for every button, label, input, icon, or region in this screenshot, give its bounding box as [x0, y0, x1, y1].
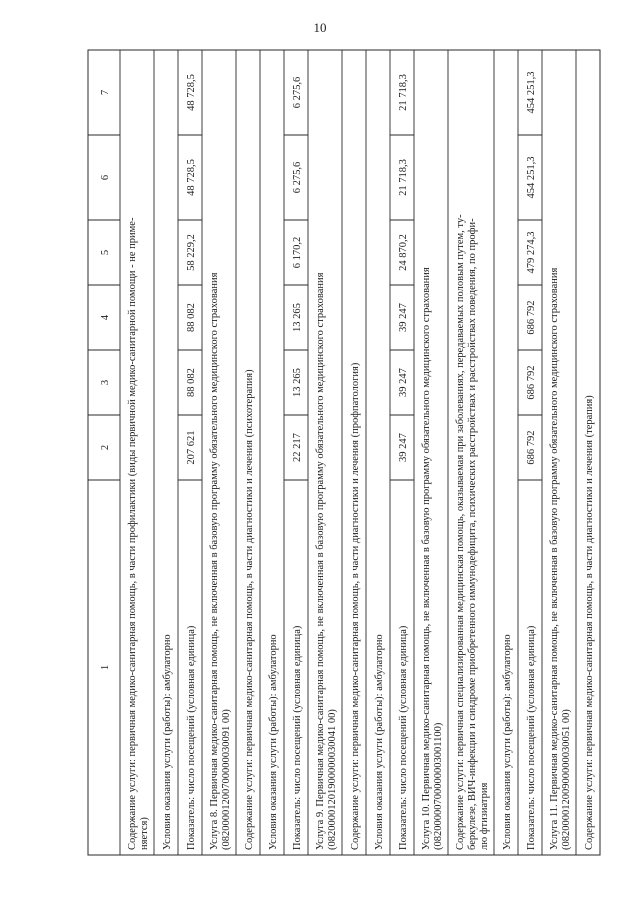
table-cells: [100, 72, 595, 851]
column-header-5: 5: [100, 249, 111, 256]
indicator-value: 6 170,2: [292, 236, 303, 269]
indicator-value: 207 621: [186, 430, 197, 465]
span-row-text: Услуга 9. Первичная медико-санитарная помощь, не включенная в базовую программу обязательного медицинского страхования: [315, 272, 326, 850]
indicator-label: Показатель: число посещений (условная единица): [292, 625, 303, 850]
span-row-text: Содержание услуги: первичная медико-санитарная помощь, в части профилактики (виды первичной медико-санитарной помощи - не приме-: [127, 217, 138, 850]
indicator-value: 21 718,3: [398, 74, 409, 111]
indicator-value: 22 217: [292, 433, 303, 462]
span-row-text: лю фтизиатрия: [479, 782, 490, 850]
span-row-text: Содержание услуги: первичная специализированная медицинская помощь, оказываемая при заболеваниях, передаваемых половым путем, ту-: [455, 214, 466, 850]
span-row-text: Содержание услуги: первичная медико-санитарная помощь, в части диагностики и лечения (терапия): [584, 395, 595, 850]
indicator-value: 454 251,3: [526, 156, 537, 199]
span-row-text: (08200001200900000030051 00): [561, 709, 572, 850]
span-row-text: няется): [139, 817, 150, 850]
column-header-6: 6: [100, 174, 111, 181]
indicator-label: Показатель: число посещений (условная единица): [398, 625, 409, 850]
indicator-value: 479 274,3: [526, 231, 537, 274]
indicator-value: 13 265: [292, 368, 303, 397]
indicator-value: 13 265: [292, 303, 303, 332]
page-number: 10: [313, 20, 327, 35]
span-row-text: Содержание услуги: первичная медико-санитарная помощь, в части диагностики и лечения (профпатология): [350, 362, 361, 850]
column-header-2: 2: [100, 444, 111, 451]
column-header-4: 4: [100, 314, 111, 321]
indicator-value: 6 275,6: [292, 76, 303, 109]
indicator-value: 39 247: [398, 303, 409, 332]
indicator-value: 686 792: [526, 365, 537, 400]
span-row-text: Условия оказания услуги (работы): амбулаторно: [374, 634, 385, 850]
span-row-text: беркулезе, ВИЧ-инфекции и синдроме приобретенного иммунодефицита, психических расстройствах и расстройствах поведения, по профи-: [467, 218, 478, 850]
column-header-7: 7: [100, 89, 111, 96]
indicator-value: 686 792: [526, 300, 537, 335]
column-header-1: 1: [100, 664, 111, 671]
indicator-value: 454 251,3: [526, 71, 537, 114]
indicator-value: 88 082: [186, 368, 197, 397]
indicator-label: Показатель: число посещений (условная единица): [186, 625, 197, 850]
indicator-value: 39 247: [398, 433, 409, 462]
span-row-text: (08200001200700000030091 00): [221, 709, 232, 850]
span-row-text: Услуга 11. Первичная медико-санитарная помощь, не включенная в базовую программу обязательного медицинского страхования: [549, 267, 560, 850]
indicator-value: 39 247: [398, 368, 409, 397]
indicator-value: 6 275,6: [292, 161, 303, 194]
span-row-text: (08200001201900000030041 00): [327, 709, 338, 850]
indicator-value: 58 229,2: [186, 234, 197, 271]
indicator-value: 24 870,2: [398, 234, 409, 271]
indicator-value: 21 718,3: [398, 159, 409, 196]
indicator-value: 686 792: [526, 430, 537, 465]
span-row-text: Условия оказания услуги (работы): амбулаторно: [268, 634, 279, 850]
indicator-value: 88 082: [186, 303, 197, 332]
span-row-text: Условия оказания услуги (работы): амбулаторно: [502, 634, 513, 850]
span-row-text: Услуга 10. Первичная медико-санитарная помощь, не включенная в базовую программу обязательного медицинского страхования: [421, 267, 432, 850]
span-row-text: Содержание услуги: первичная медико-санитарная помощь, в части диагностики и лечения (психотерапия): [244, 369, 255, 850]
span-row-text: (08200000700000003001100): [433, 722, 444, 850]
indicator-label: Показатель: число посещений (условная единица): [526, 625, 537, 850]
column-header-3: 3: [100, 379, 111, 386]
indicator-value: 48 728,5: [186, 159, 197, 196]
span-row-text: Условия оказания услуги (работы): амбулаторно: [162, 634, 173, 850]
indicator-value: 48 728,5: [186, 74, 197, 111]
span-row-text: Услуга 8. Первичная медико-санитарная помощь, не включенная в базовую программу обязательного медицинского страхования: [209, 272, 220, 850]
